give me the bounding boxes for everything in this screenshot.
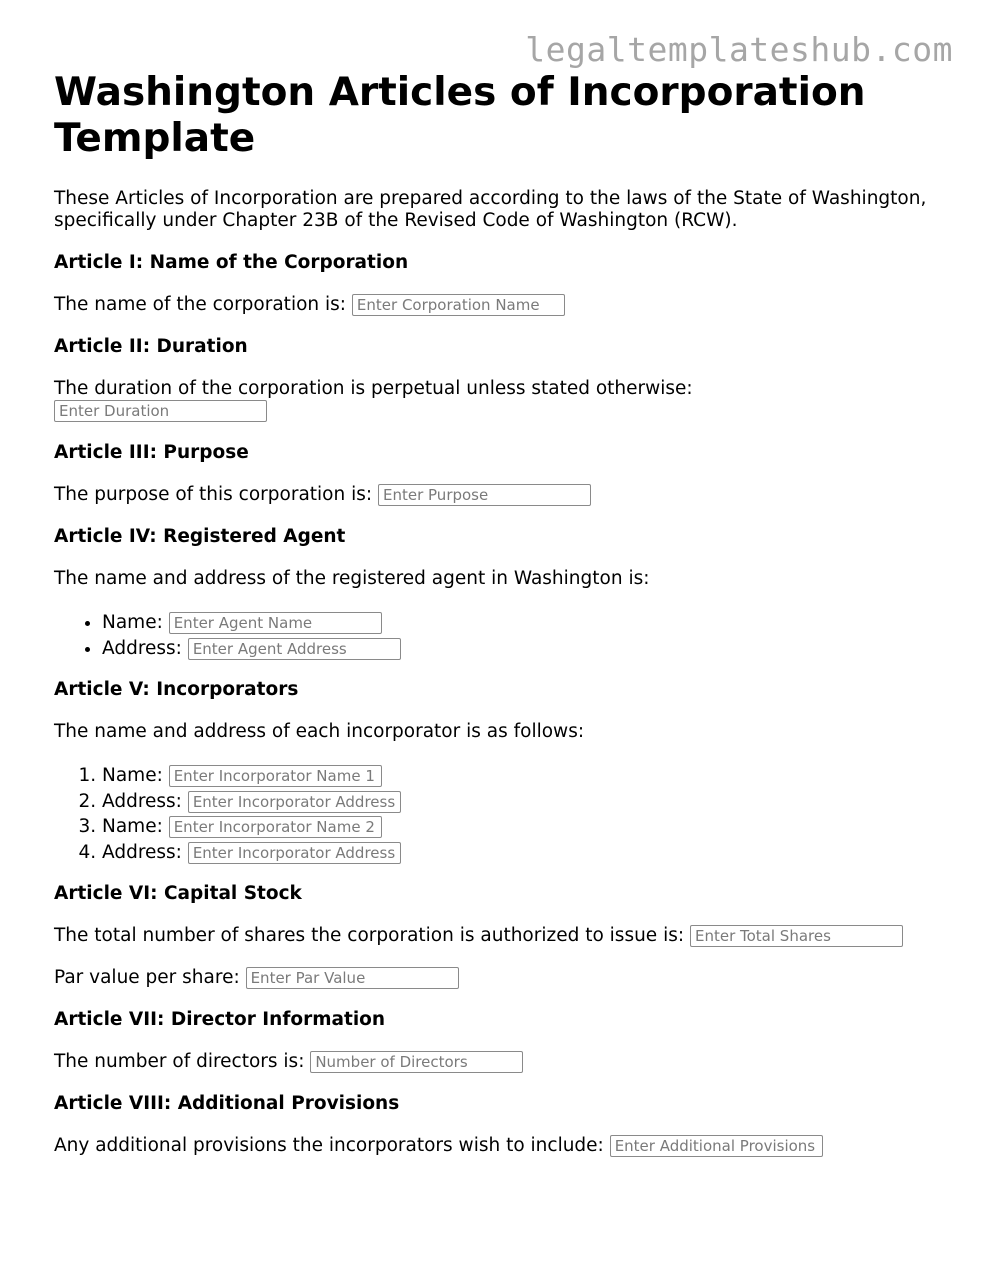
watermark: legaltemplateshub.com xyxy=(525,30,953,69)
list-item xyxy=(102,636,954,662)
par-value-label: Par value per share: xyxy=(54,967,240,988)
article-7-text xyxy=(54,1051,954,1073)
article-8-text xyxy=(54,1135,954,1157)
incorporator-1-name-label: Name: xyxy=(102,765,163,786)
list-item xyxy=(102,789,954,815)
article-4-text: The name and address of the registered agent in Washington is: xyxy=(54,568,650,589)
total-shares-label: The total number of shares the corporation is authorized to issue is: xyxy=(54,925,685,946)
article-3-label: The purpose of this corporation is: xyxy=(54,484,373,505)
corporation-name-input[interactable] xyxy=(352,294,565,316)
agent-name-label: Name: xyxy=(102,612,163,633)
article-8-heading: Article VIII: Additional Provisions xyxy=(54,1093,400,1114)
incorporator-2-address-input[interactable] xyxy=(188,842,401,864)
directors-label: The number of directors is: xyxy=(54,1051,305,1072)
list-item xyxy=(102,610,954,636)
number-of-directors-input[interactable] xyxy=(310,1051,523,1073)
article-1-text xyxy=(54,294,954,316)
incorporator-2-name-input[interactable] xyxy=(169,816,382,838)
incorporator-1-address-input[interactable] xyxy=(188,791,401,813)
incorporator-2-name-label: Name: xyxy=(102,816,163,837)
par-value-input[interactable] xyxy=(246,967,459,989)
agent-name-input[interactable] xyxy=(169,612,382,634)
document-body xyxy=(54,70,954,1177)
duration-input[interactable] xyxy=(54,400,267,422)
article-2-label: The duration of the corporation is perpetual unless stated otherwise: xyxy=(54,378,693,399)
article-6-heading: Article VI: Capital Stock xyxy=(54,883,302,904)
intro-paragraph: These Articles of Incorporation are prepared according to the laws of the State of Washington, specifically under Chapter 23B of the Revised Code of Washington (RCW). xyxy=(54,188,927,231)
page-title: Washington Articles of Incorporation Template xyxy=(54,70,866,161)
additional-provisions-input[interactable] xyxy=(610,1135,823,1157)
article-2-heading: Article II: Duration xyxy=(54,336,248,357)
article-3-heading: Article III: Purpose xyxy=(54,442,249,463)
purpose-input[interactable] xyxy=(378,484,591,506)
article-1-label: The name of the corporation is: xyxy=(54,294,347,315)
article-6-par-text xyxy=(54,967,954,989)
article-5-heading: Article V: Incorporators xyxy=(54,679,299,700)
article-3-text xyxy=(54,484,954,506)
agent-address-label: Address: xyxy=(102,637,182,659)
list-item xyxy=(102,763,954,789)
article-5-text: The name and address of each incorporator is as follows: xyxy=(54,721,585,742)
incorporator-2-address-label: Address: xyxy=(102,841,182,863)
article-2-text xyxy=(54,378,954,422)
article-6-shares-text xyxy=(54,925,954,947)
article-1-heading: Article I: Name of the Corporation xyxy=(54,252,409,273)
total-shares-input[interactable] xyxy=(690,925,903,947)
list-item xyxy=(102,814,954,840)
agent-address-input[interactable] xyxy=(188,638,401,660)
list-item xyxy=(102,840,954,866)
article-4-heading: Article IV: Registered Agent xyxy=(54,526,346,547)
incorporator-1-address-label: Address: xyxy=(102,790,182,812)
additional-provisions-label: Any additional provisions the incorporators wish to include: xyxy=(54,1135,604,1156)
incorporator-1-name-input[interactable] xyxy=(169,765,382,787)
article-7-heading: Article VII: Director Information xyxy=(54,1009,386,1030)
registered-agent-list xyxy=(54,610,954,661)
incorporators-list xyxy=(54,763,954,865)
